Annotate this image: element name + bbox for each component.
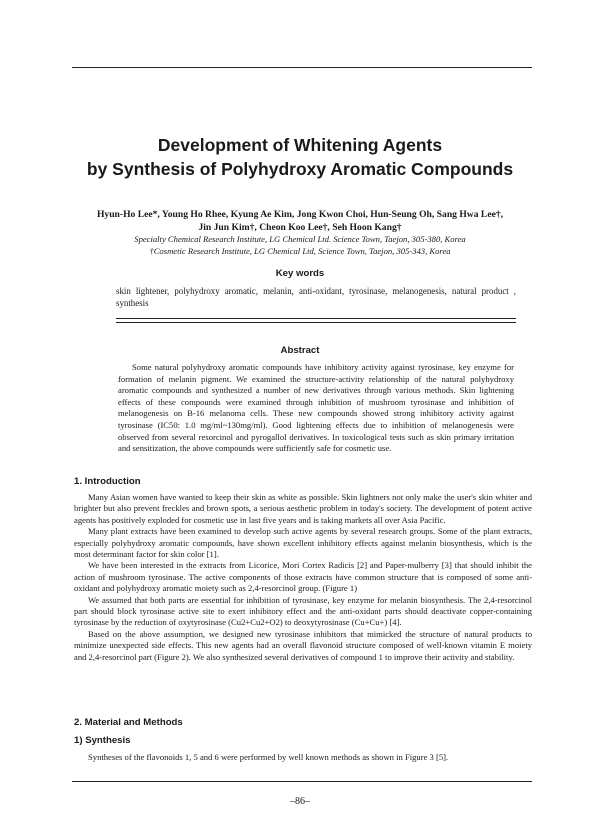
materials-heading: 2. Material and Methods	[74, 717, 183, 728]
affiliation-line-2: †Cosmetic Research Institute, LG Chemical Ltd, Science Town, Taejon, 305-343, Korea	[149, 246, 451, 256]
authors-line-1: Hyun-Ho Lee*, Young Ho Rhee, Kyung Ae Kim, Jong Kwon Choi, Hun-Seung Oh, Sang Hwa Lee†,	[96, 209, 504, 220]
abstract-body	[118, 362, 514, 455]
keywords-heading: Key words	[275, 268, 325, 279]
keywords-rule-top	[116, 318, 516, 319]
bottom-rule	[72, 781, 532, 782]
synthesis-body	[74, 752, 532, 763]
abstract-text: Some natural polyhydroxy aromatic compounds have inhibitory activity against tyrosinase, key enzyme for formation of melanin pigment. We examined the structure-activity relationship of the natural polyhydroxy aromatic compounds and synthesized a number of new derivatives through various methods. Skin lightening effects of these compounds were examined through inhibition of mushroom tyrosinase and inhibition of melanogenesis on B-16 melanoma cells. These new compounds showed strong inhibitory activity against tyrosinase (IC50: 1.0 mg/ml~130mg/ml). Good lightening effects due to inhibition of melanogenesis were observed from several resorcinol and pyrogallol derivatives. In toxicological tests such as skin primary irritation and sensitization, the above compounds were sufficiently safe for cosmetic use.	[118, 362, 514, 454]
synthesis-text: Syntheses of the flavonoids 1, 5 and 6 were performed by well known methods as shown in Figure 3 [5].	[88, 752, 449, 762]
paper-title-line-1: Development of Whitening Agents	[157, 135, 443, 155]
keywords-text: skin lightener, polyhydroxy aromatic, melanin, anti-oxidant, tyrosinase, melanogenesis, natural product , synthesis	[116, 286, 516, 308]
intro-paragraph-4: We assumed that both parts are essential for inhibition of tyrosinase, key enzyme for melanin biosynthesis. The 2,4-resorcinol part should block tyrosinase active site to exert inhibitory effect and the anti-oxidant parts should deactivate copper-containing tyrosinase by the reduction of oxytyrosinase (Cu2+Cu2+O2) to deoxytyrosinase (Cu+Cu+) [4].	[74, 594, 532, 628]
page-number: –86–	[290, 796, 310, 807]
introduction-body	[74, 492, 532, 663]
abstract-heading: Abstract	[280, 345, 320, 356]
intro-paragraph-3: We have been interested in the extracts from Licorice, Mori Cortex Radicis [2] and Paper-mulberry [3] that should inhibit the action of mushroom tyrosinase. The active components of those extracts have common structure that is composed of some anti-oxidant and polyhydroxy aromatic moiety such as 2,4-resorcinol group. (Figure 1)	[74, 560, 532, 594]
introduction-heading: 1. Introduction	[74, 476, 141, 487]
synthesis-subheading: 1) Synthesis	[74, 735, 131, 746]
authors-line-2: Jin Jun Kim†, Cheon Koo Lee†, Seh Hoon Kang†	[198, 222, 402, 233]
affiliation-line-1: Specialty Chemical Research Institute, LG Chemical Ltd. Science Town, Taejon, 305-380, Korea	[134, 234, 466, 244]
top-rule	[72, 67, 532, 68]
intro-paragraph-2: Many plant extracts have been examined to develop such active agents by several research groups. Some of the plant extracts, especially polyhydroxy aromatic compounds, have shown excellent inhibitory effects against melanin biosynthesis, which is the most determinant factor for skin color [1].	[74, 526, 532, 560]
intro-paragraph-5: Based on the above assumption, we designed new tyrosinase inhibitors that mimicked the structure of natural products to minimize unexpected side effects. This new agents had an overall flavonoid structure composed of well-known vitamin E moiety and 2,4-resorcinol part (Figure 2). We also synthesized several derivatives of compound 1 to improve their activity and stability.	[74, 628, 532, 662]
intro-paragraph-1: Many Asian women have wanted to keep their skin as white as possible. Skin lightners not only make the user's skin whiter and brighter but also prevent freckles and brown spots, a serious aesthetic problem in today's society. The development of potent active agents has positively exploded for cosmetic use in last five years and is taking markets all over Asia Pacific.	[74, 492, 532, 525]
paper-title-line-2: by Synthesis of Polyhydroxy Aromatic Compounds	[86, 159, 514, 179]
keywords-rule-bottom	[116, 322, 516, 323]
